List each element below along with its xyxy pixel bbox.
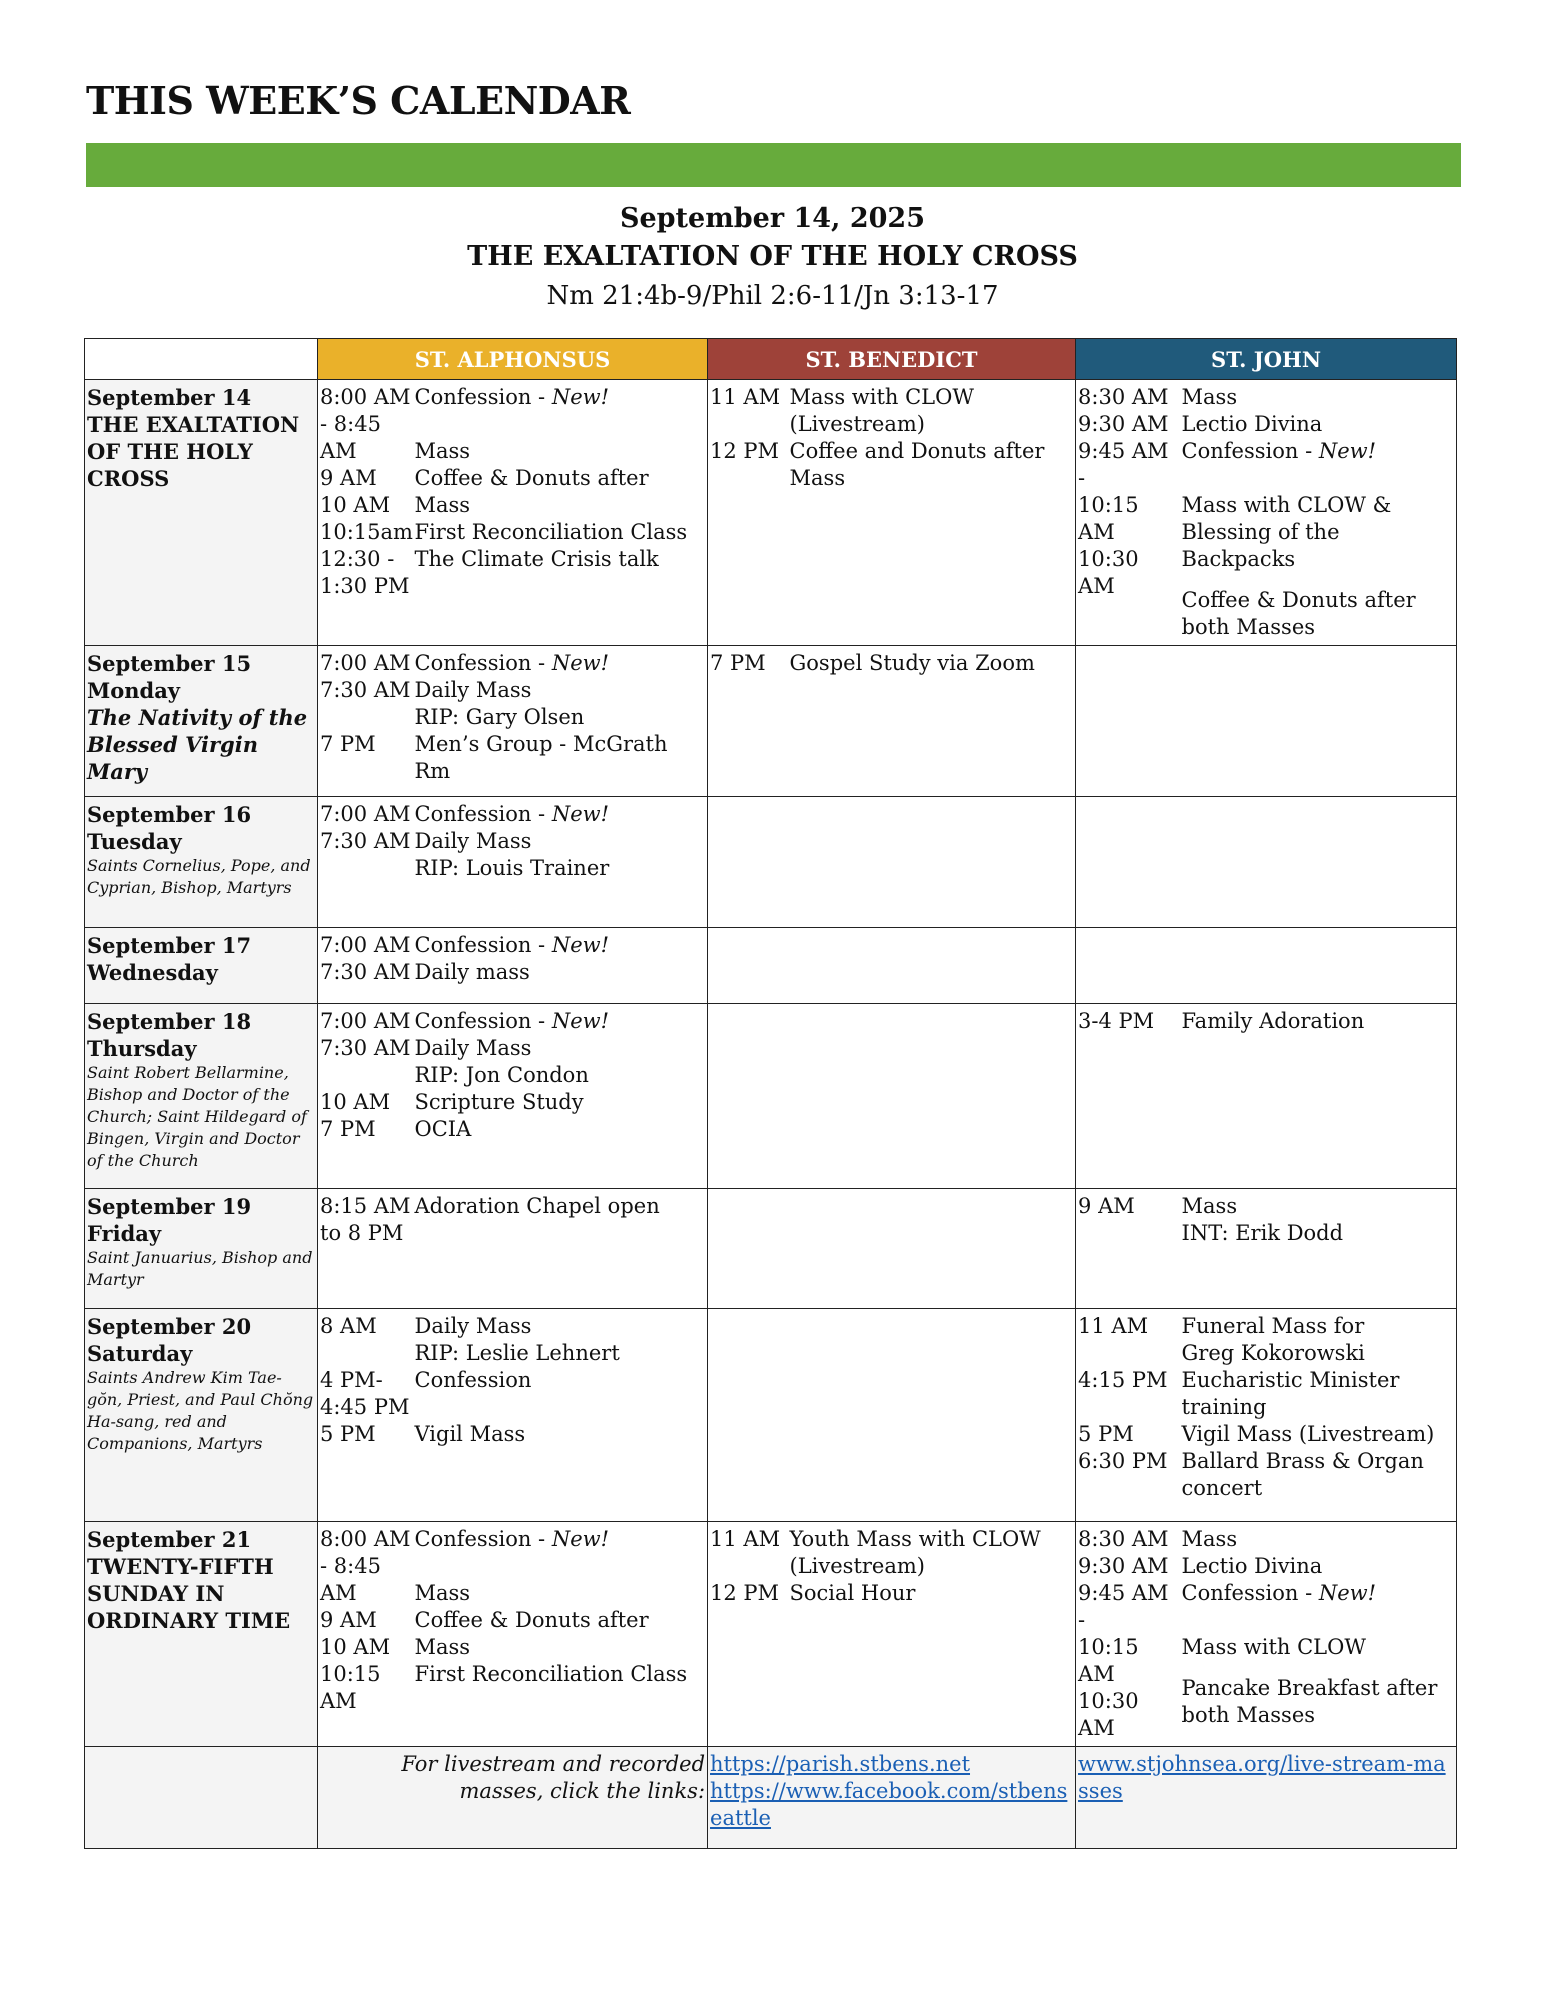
john-events (1180, 1309, 1457, 1522)
event-time: 5 PM (1078, 1422, 1134, 1446)
event-time: 7:30 AM (320, 1036, 411, 1060)
event-time: 8:30 AM (1078, 385, 1169, 409)
alphonsus-events (413, 380, 708, 646)
john-livestream-link[interactable]: www.stjohnsea.org/live-stream-masses (1078, 1752, 1446, 1803)
event-desc: INT: Erik Dodd (1181, 1221, 1344, 1245)
event-time: 8:00 AM (320, 1527, 411, 1551)
event-desc: RIP: Leslie Lehnert (414, 1341, 620, 1365)
event-time: 7:00 AM (320, 802, 411, 826)
event-desc: Greg Kokorowski (1181, 1341, 1365, 1365)
event-time: 9:30 AM (1078, 1554, 1169, 1578)
alphonsus-times (318, 380, 413, 646)
event-time: 10:30 AM (1078, 547, 1139, 598)
column-header-st-benedict: ST. BENEDICT (708, 339, 1076, 380)
day-feast: THE EXALTATION OF THE HOLY CROSS (87, 412, 300, 491)
benedict-events (788, 646, 1076, 797)
benedict-events (788, 1522, 1076, 1747)
event-desc: both Masses (1181, 615, 1316, 639)
john-events (1180, 646, 1457, 797)
event-desc: Lectio Divina (1181, 1554, 1323, 1578)
day-saint: Saints Cornelius, Pope, and Cyprian, Bishop, Martyrs (87, 856, 311, 897)
benedict-events (788, 928, 1076, 1004)
event-time: 9:45 AM - (1078, 439, 1169, 490)
calendar-header-row (85, 339, 1457, 380)
benedict-times (708, 1189, 788, 1309)
event-time: 7:30 AM (320, 960, 411, 984)
alphonsus-times (318, 928, 413, 1004)
benedict-events (788, 1189, 1076, 1309)
event-desc: OCIA (414, 1117, 472, 1141)
event-desc: training (1181, 1395, 1267, 1419)
event-time: 8:15 AM (320, 1194, 411, 1218)
event-time: 10:15 AM (320, 1662, 381, 1713)
benedict-events (788, 1309, 1076, 1522)
event-time: 10:15 AM (1078, 1635, 1139, 1686)
day-row-sep-16 (85, 797, 1457, 928)
day-name: Thursday (87, 1036, 197, 1061)
benedict-times (708, 928, 788, 1004)
livestream-note-line: masses, click the links: (459, 1779, 706, 1803)
day-row-sep-18 (85, 1004, 1457, 1189)
alphonsus-times (318, 1004, 413, 1189)
new-badge: New! (551, 1009, 610, 1033)
event-time: 9 AM (1078, 1194, 1135, 1218)
event-time: 10 AM (320, 1635, 391, 1659)
event-desc: Daily Mass (414, 678, 532, 702)
event-desc: Mass (414, 1581, 471, 1605)
event-time: 8:30 AM (1078, 1527, 1169, 1551)
event-desc: Vigil Mass (Livestream) (1181, 1422, 1435, 1446)
event-desc: Blessing of the Backpacks (1181, 520, 1340, 571)
john-times (1076, 1522, 1180, 1747)
event-time: 5 PM (320, 1422, 376, 1446)
event-desc: Mass (789, 466, 846, 490)
alphonsus-events (413, 1309, 708, 1522)
bulletin-feast: THE EXALTATION OF THE HOLY CROSS (467, 241, 1078, 272)
event-time: 7:30 AM (320, 829, 411, 853)
day-cell (85, 646, 318, 797)
event-time: 10:15 AM (1078, 493, 1139, 544)
event-desc: Pancake Breakfast after (1181, 1676, 1438, 1700)
bulletin-header (0, 200, 1545, 316)
alphonsus-events (413, 1522, 708, 1747)
john-times (1076, 797, 1180, 928)
day-feast: TWENTY-FIFTH SUNDAY IN ORDINARY TIME (87, 1554, 291, 1633)
alphonsus-times (318, 1522, 413, 1747)
john-times (1076, 928, 1180, 1004)
alphonsus-times (318, 797, 413, 928)
event-desc: Mass (1181, 385, 1238, 409)
new-badge: New! (551, 385, 610, 409)
alphonsus-times (318, 1309, 413, 1522)
new-badge: New! (551, 802, 610, 826)
event-time: 10:30 AM (1078, 1689, 1139, 1740)
day-date: September 14 (87, 385, 252, 410)
event-desc: Confession (414, 1368, 532, 1392)
event-desc: First Reconciliation Class (414, 1662, 688, 1686)
event-desc: Lectio Divina (1181, 412, 1323, 436)
benedict-times (708, 646, 788, 797)
event-time: 1:30 PM (320, 574, 410, 598)
day-cell (85, 797, 318, 928)
event-desc: Vigil Mass (414, 1422, 526, 1446)
benedict-events (788, 380, 1076, 646)
event-desc: Coffee and Donuts after (789, 439, 1045, 463)
alphonsus-events (413, 646, 708, 797)
new-badge: New! (1318, 1581, 1377, 1605)
corner-cell (85, 339, 318, 380)
day-saint: Saint Januarius, Bishop and Martyr (87, 1248, 313, 1289)
event-time: - 8:45 AM (320, 412, 381, 463)
day-row-sep-14 (85, 380, 1457, 646)
event-time: 7:30 AM (320, 678, 411, 702)
event-desc: Mass with CLOW & (1181, 493, 1392, 517)
bulletin-date: September 14, 2025 (620, 203, 925, 234)
alphonsus-times (318, 1189, 413, 1309)
day-name: Friday (87, 1221, 162, 1246)
event-desc: Confession - New! (1181, 1581, 1377, 1605)
event-desc: Daily Mass (414, 829, 532, 853)
event-time: 9:45 AM - (1078, 1581, 1169, 1632)
event-time: 9 AM (320, 1608, 377, 1632)
alphonsus-events (413, 1004, 708, 1189)
page-title: THIS WEEK’S CALENDAR (86, 78, 631, 123)
benedict-times (708, 380, 788, 646)
event-time: 8:00 AM (320, 385, 411, 409)
day-saint: Saint Robert Bellarmine, Bishop and Doctor of the Church; Saint Hildegard of Bingen, Virgin and Doctor of the Church (87, 1063, 307, 1170)
john-events (1180, 928, 1457, 1004)
alphonsus-events (413, 928, 708, 1004)
john-events (1180, 380, 1457, 646)
benedict-facebook-link[interactable]: https://www.facebook.com/stbenseattle (710, 1779, 1068, 1830)
event-desc: Adoration Chapel open (414, 1194, 660, 1218)
john-events (1180, 1522, 1457, 1747)
benedict-times (708, 1309, 788, 1522)
benedict-times (708, 1004, 788, 1189)
event-desc: concert (1181, 1476, 1263, 1500)
event-time: 8 AM (320, 1314, 377, 1338)
day-row-sep-21 (85, 1522, 1457, 1747)
event-time: 4 PM- (320, 1368, 383, 1392)
day-name: Tuesday (87, 829, 182, 854)
event-desc: RIP: Gary Olsen (414, 705, 585, 729)
event-desc: (Livestream) (789, 1554, 925, 1578)
new-badge: New! (551, 651, 610, 675)
event-time: 10 AM (320, 493, 391, 517)
bulletin-readings: Nm 21:4b-9/Phil 2:6-11/Jn 3:13-17 (546, 281, 999, 311)
day-date: September 17 (87, 933, 252, 958)
benedict-links (708, 1747, 1076, 1849)
john-times (1076, 1004, 1180, 1189)
day-cell (85, 928, 318, 1004)
event-desc: Youth Mass with CLOW (789, 1527, 1041, 1551)
event-desc: Coffee & Donuts after (1181, 588, 1416, 612)
new-badge: New! (551, 1527, 610, 1551)
benedict-events (788, 1004, 1076, 1189)
event-desc: RIP: Louis Trainer (414, 856, 610, 880)
event-desc: Mass with CLOW (789, 385, 974, 409)
event-time: 7 PM (320, 732, 376, 756)
new-badge: New! (551, 933, 610, 957)
event-desc: Mass (1181, 1194, 1238, 1218)
event-desc: Confession - New! (414, 1527, 610, 1551)
event-desc: (Livestream) (789, 412, 925, 436)
event-time: 12:30 - (320, 547, 395, 571)
event-desc: Coffee & Donuts after Mass (414, 466, 649, 517)
event-time: 7 PM (320, 1117, 376, 1141)
header-divider-bar (86, 143, 1461, 187)
event-desc: Confession - New! (414, 651, 610, 675)
event-desc: Ballard Brass & Organ (1181, 1449, 1424, 1473)
event-time: 7:00 AM (320, 1009, 411, 1033)
event-time: 10 AM (320, 1090, 391, 1114)
event-desc: Daily mass (414, 960, 530, 984)
livestream-note (318, 1747, 708, 1849)
event-time: 12 PM (710, 1581, 780, 1605)
day-name: Wednesday (87, 960, 218, 985)
event-desc: Confession - New! (1181, 439, 1377, 463)
john-times (1076, 646, 1180, 797)
event-desc: Scripture Study (414, 1090, 584, 1114)
event-desc: Confession - New! (414, 1009, 610, 1033)
event-time: 9 AM (320, 466, 377, 490)
day-name: Saturday (87, 1341, 193, 1366)
event-desc: Confession - New! (414, 933, 610, 957)
benedict-events (788, 797, 1076, 928)
event-time: 11 AM (710, 385, 781, 409)
day-name: Monday (87, 678, 181, 703)
john-times (1076, 1309, 1180, 1522)
john-times (1076, 380, 1180, 646)
event-desc: Coffee & Donuts after Mass (414, 1608, 649, 1659)
day-row-sep-17 (85, 928, 1457, 1004)
event-time: to 8 PM (320, 1221, 404, 1245)
event-time: 7:00 AM (320, 933, 411, 957)
benedict-times (708, 1522, 788, 1747)
event-desc: Funeral Mass for (1181, 1314, 1365, 1338)
john-times (1076, 1189, 1180, 1309)
alphonsus-events (413, 1189, 708, 1309)
event-desc: Mass with CLOW (1181, 1635, 1366, 1659)
footer-empty-cell (85, 1747, 318, 1849)
livestream-links-row (85, 1747, 1457, 1849)
event-desc: Confession - New! (414, 385, 610, 409)
new-badge: New! (1318, 439, 1377, 463)
alphonsus-events (413, 797, 708, 928)
event-desc: Social Hour (789, 1581, 916, 1605)
event-time: 4:15 PM (1078, 1368, 1168, 1392)
day-date: September 20 (87, 1314, 252, 1339)
event-time: 7 PM (710, 651, 766, 675)
calendar-table (84, 338, 1457, 1849)
event-desc: Gospel Study via Zoom (789, 651, 1035, 675)
event-desc: RIP: Jon Condon (414, 1063, 589, 1087)
event-desc: The Climate Crisis talk (414, 547, 659, 571)
john-events (1180, 797, 1457, 928)
event-time: - 8:45 AM (320, 1554, 381, 1605)
event-desc: both Masses (1181, 1703, 1316, 1727)
event-desc: Men’s Group - McGrath Rm (414, 732, 668, 783)
john-events (1180, 1189, 1457, 1309)
event-time: 3-4 PM (1078, 1009, 1155, 1033)
column-header-st-alphonsus: ST. ALPHONSUS (318, 339, 708, 380)
event-desc: Mass (1181, 1527, 1238, 1551)
day-date: September 19 (87, 1194, 252, 1219)
day-date: September 15 (87, 651, 252, 676)
alphonsus-times (318, 646, 413, 797)
event-desc: Confession - New! (414, 802, 610, 826)
benedict-times (708, 797, 788, 928)
john-links (1076, 1747, 1457, 1849)
event-time: 9:30 AM (1078, 412, 1169, 436)
event-time: 11 AM (710, 1527, 781, 1551)
day-date: September 18 (87, 1009, 252, 1034)
day-cell (85, 380, 318, 646)
event-desc: Daily Mass (414, 1036, 532, 1060)
day-saint: Saints Andrew Kim Tae-gŏn, Priest, and Paul Chŏng Ha-sang, red and Companions, Martyrs (87, 1368, 314, 1453)
event-desc: First Reconciliation Class (414, 520, 688, 544)
event-desc: Family Adoration (1181, 1009, 1365, 1033)
event-desc: Daily Mass (414, 1314, 532, 1338)
day-cell (85, 1522, 318, 1747)
benedict-parish-link[interactable]: https://parish.stbens.net (710, 1752, 971, 1776)
event-time: 10:15am (320, 520, 413, 544)
day-row-sep-20 (85, 1309, 1457, 1522)
event-desc: Mass (414, 439, 471, 463)
event-time: 7:00 AM (320, 651, 411, 675)
event-time: 11 AM (1078, 1314, 1149, 1338)
john-events (1180, 1004, 1457, 1189)
event-time: 6:30 PM (1078, 1449, 1168, 1473)
event-time: 4:45 PM (320, 1395, 410, 1419)
day-row-sep-15 (85, 646, 1457, 797)
day-cell (85, 1309, 318, 1522)
day-feast: The Nativity of the Blessed Virgin Mary (87, 705, 308, 784)
day-date: September 21 (87, 1527, 252, 1552)
event-desc: Eucharistic Minister (1181, 1368, 1400, 1392)
livestream-note-line: For livestream and recorded (401, 1752, 706, 1776)
day-cell (85, 1004, 318, 1189)
event-time: 12 PM (710, 439, 780, 463)
day-row-sep-19 (85, 1189, 1457, 1309)
day-cell (85, 1189, 318, 1309)
column-header-st-john: ST. JOHN (1076, 339, 1457, 380)
day-date: September 16 (87, 802, 252, 827)
